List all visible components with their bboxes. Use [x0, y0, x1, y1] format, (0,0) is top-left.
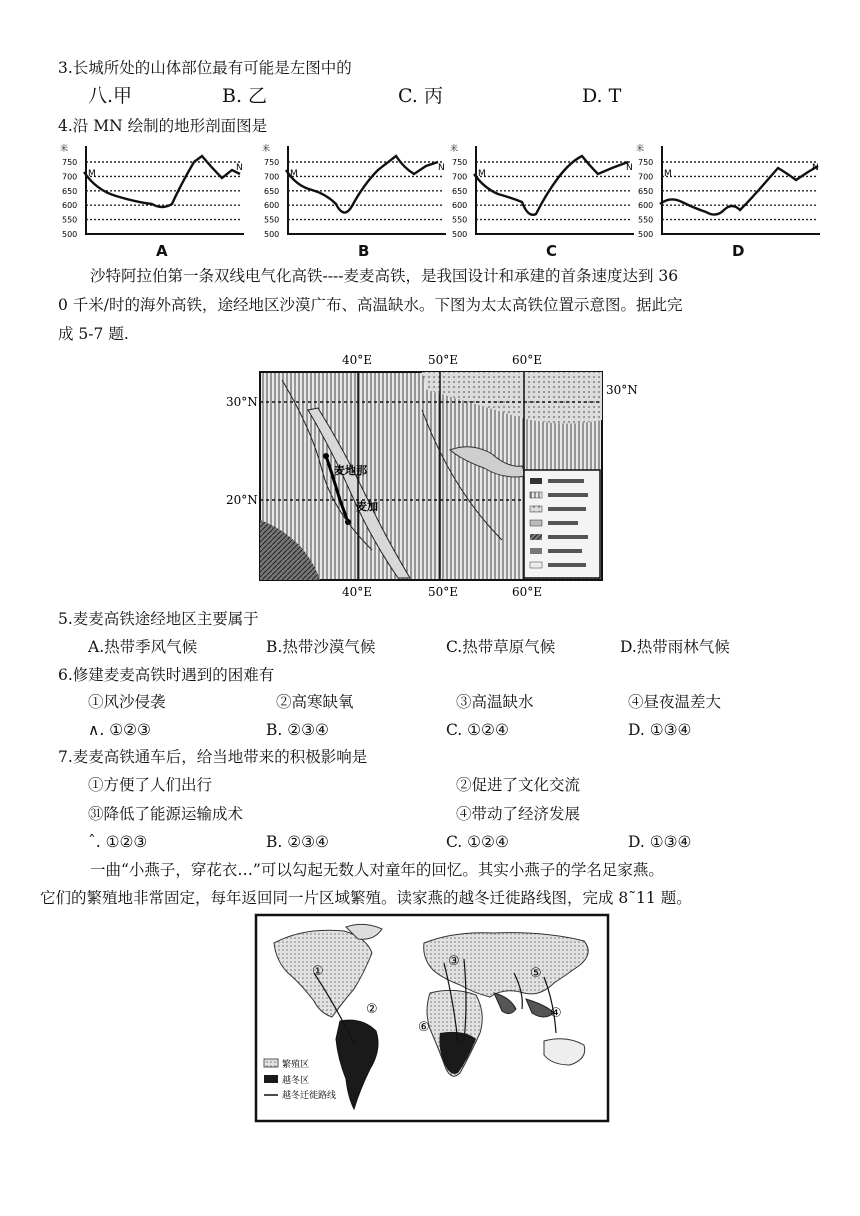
q6-option-a: ∧. ①②③: [88, 721, 151, 739]
profile-ytick: 500: [62, 230, 78, 239]
profile-ytick: 600: [62, 201, 78, 211]
profile-ytick: 750: [264, 158, 280, 167]
q5-stem: 5.麦麦高铁途经地区主要属于: [58, 610, 259, 628]
q6-item-2: ②高寒缺氧: [276, 693, 354, 711]
q3-option-a: 八.甲: [88, 85, 133, 107]
profile-curve: [474, 156, 628, 215]
profile-label: D: [732, 242, 745, 260]
profile-ytick: 750: [62, 158, 78, 167]
profile-ytick: 500: [264, 230, 280, 239]
marker-1: ①: [312, 964, 324, 979]
profile-point-m: M: [478, 169, 486, 179]
q6-option-b: B. ②③④: [266, 721, 329, 739]
legend-breeding-swatch: [264, 1059, 278, 1067]
profile-ytick: 500: [452, 230, 468, 239]
q3-option-c: C. 丙: [398, 85, 443, 107]
legend-route: 越冬迁徙路线: [282, 1091, 337, 1101]
passage1-line2: 0 千米/时的海外高铁，途经地区沙漠广布、高温缺水。下图为太太高铁位置示意图。据此完: [58, 296, 683, 314]
q3-option-b: B. 乙: [222, 85, 268, 107]
profile-ytick: 550: [264, 215, 280, 225]
q3-option-d: D. T: [582, 85, 622, 107]
q5-option-d: D.热带雨林气候: [620, 638, 730, 656]
profile-unit-label: 米: [262, 144, 270, 153]
q6-option-d: D. ①③④: [628, 721, 692, 739]
railway-location-map: [222, 350, 642, 600]
profile-label: A: [156, 242, 168, 260]
profile-ytick: 650: [638, 186, 654, 196]
lon-bottom-50: 50°E: [428, 585, 459, 599]
profile-chart-d: [634, 142, 824, 262]
lon-bottom-60: 60°E: [512, 585, 543, 599]
profile-label: C: [546, 242, 558, 260]
q7-stem: 7.麦麦高铁通车后，给当地带来的积极影响是: [58, 748, 368, 766]
q4-stem: 4.沿 MN 绘制的地形剖面图是: [58, 117, 268, 135]
passage2-line1: 一曲“小燕子，穿花衣…”可以勾起无数人对童年的回忆。其实小燕子的学名足家燕。: [90, 861, 664, 879]
city-label-medina: 麦地那: [334, 464, 367, 477]
lat-left-30: 30°N: [226, 395, 258, 409]
passage1-line1: 沙特阿拉伯第一条双线电气化高铁----麦麦高铁，是我国设计和承建的首条速度达到 36: [90, 267, 679, 285]
profile-chart-c: [448, 142, 638, 262]
profile-ytick: 600: [264, 201, 280, 211]
profile-ytick: 500: [638, 230, 654, 239]
lon-top-50: 50°E: [428, 353, 459, 367]
profile-point-m: M: [290, 169, 298, 179]
profile-ytick: 750: [638, 158, 654, 167]
passage1-line3: 成 5-7 题.: [58, 325, 129, 343]
q6-option-c: C. ①②④: [446, 721, 509, 739]
marker-5: ⑤: [530, 966, 542, 981]
profile-point-n: N: [438, 163, 445, 173]
q6-item-4: ④昼夜温差大: [628, 693, 722, 711]
q7-option-c: C. ①②④: [446, 833, 509, 851]
lon-top-40: 40°E: [342, 353, 373, 367]
profile-chart-a: [58, 142, 248, 262]
city-dot-medina: [323, 453, 329, 459]
q3-stem: 3.长城所处的山体部位最有可能是左图中的: [58, 59, 352, 77]
profile-ytick: 650: [264, 186, 280, 196]
q7-option-d: D. ①③④: [628, 833, 692, 851]
q6-item-1: ①风沙侵袭: [88, 693, 166, 711]
q6-stem: 6.修建麦麦高铁时遇到的困难有: [58, 666, 275, 684]
marker-3: ③: [448, 954, 460, 969]
profile-ytick: 550: [638, 215, 654, 225]
lat-right-30: 30°N: [606, 383, 638, 397]
swallow-migration-map: [254, 913, 610, 1123]
profile-unit-label: 米: [450, 144, 458, 153]
profile-ytick: 700: [638, 172, 654, 182]
profile-ytick: 700: [452, 172, 468, 182]
q5-option-c: C.热带草原气候: [446, 638, 556, 656]
lon-top-60: 60°E: [512, 353, 543, 367]
profile-ytick: 750: [452, 158, 468, 167]
legend-wintering: 越冬区: [282, 1076, 310, 1086]
profile-ytick: 550: [452, 215, 468, 225]
profile-point-n: N: [812, 163, 819, 173]
legend-wintering-swatch: [264, 1075, 278, 1083]
marker-2: ②: [366, 1002, 378, 1017]
legend-breeding: 繁殖区: [282, 1060, 310, 1070]
profile-point-m: M: [88, 169, 96, 179]
marker-4: ④: [550, 1006, 562, 1021]
profile-ytick: 600: [638, 201, 654, 211]
profile-ytick: 600: [452, 201, 468, 211]
profile-chart-b: [260, 142, 450, 262]
q5-option-b: B.热带沙漠气候: [266, 638, 376, 656]
profile-curve: [84, 156, 240, 207]
city-label-mecca: 麦加: [356, 500, 378, 513]
profile-curve: [286, 156, 438, 213]
q7-item-1: ①方便了人们出行: [88, 776, 213, 794]
q7-item-4: ④带动了经济发展: [456, 805, 581, 823]
q7-option-a: ˆ. ①②③: [88, 833, 148, 851]
q7-option-b: B. ②③④: [266, 833, 329, 851]
lat-left-20: 20°N: [226, 493, 258, 507]
profile-ytick: 650: [62, 186, 78, 196]
profile-unit-label: 米: [636, 144, 644, 153]
profile-point-n: N: [626, 163, 633, 173]
lon-bottom-40: 40°E: [342, 585, 373, 599]
q7-item-3: ㉛降低了能源运输成术: [88, 805, 244, 823]
profile-ytick: 650: [452, 186, 468, 196]
q5-option-a: A.热带季风气候: [88, 638, 198, 656]
marker-6: ⑥: [418, 1020, 430, 1035]
profile-ytick: 550: [62, 215, 78, 225]
profile-ytick: 700: [62, 172, 78, 182]
q7-item-2: ②促进了文化交流: [456, 776, 581, 794]
profile-label: B: [358, 242, 370, 260]
profile-unit-label: 米: [60, 144, 68, 153]
passage2-line2: 它们的繁殖地非常固定，每年返回同一片区域繁殖。读家燕的越冬迁徙路线图，完成 8˜11 题。: [40, 889, 692, 907]
q6-item-3: ③高温缺水: [456, 693, 534, 711]
profile-ytick: 700: [264, 172, 280, 182]
profile-point-n: N: [236, 163, 243, 173]
profile-point-m: M: [664, 169, 672, 179]
